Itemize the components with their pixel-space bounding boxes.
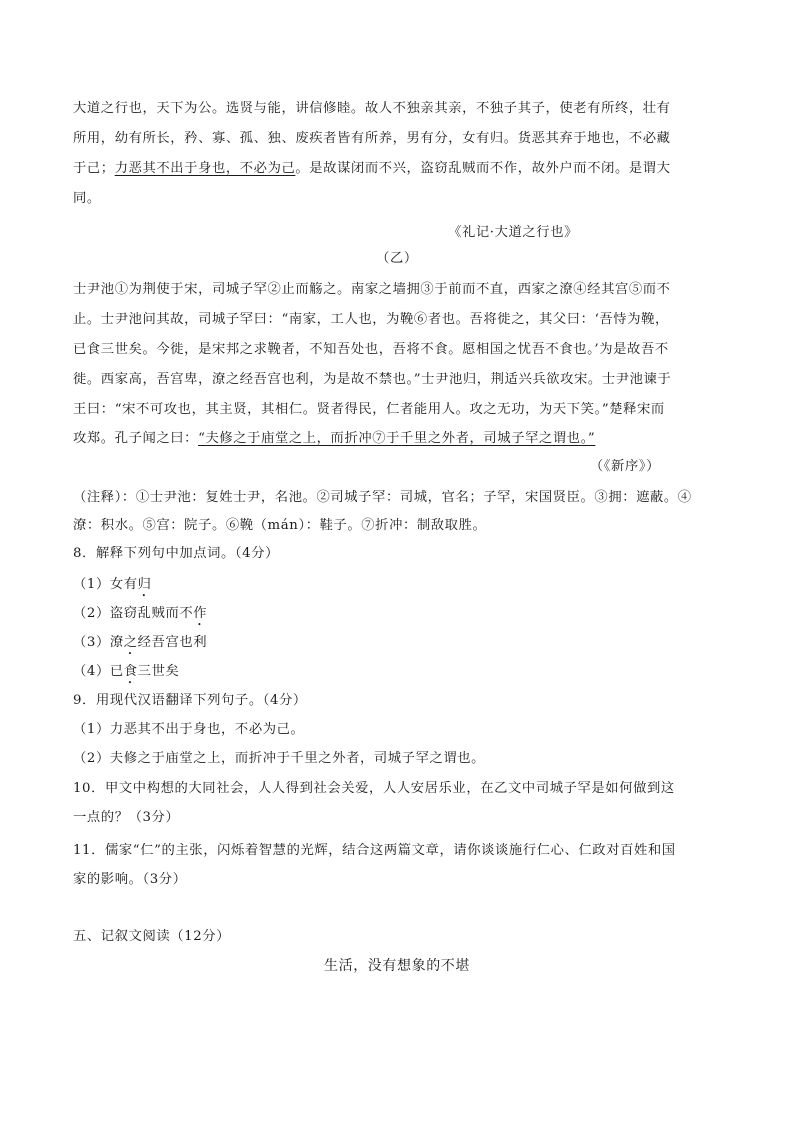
q8-prompt: 8．解释下列句中加点词。（4分） [73, 546, 280, 561]
yi-line-4: 徙。西家高，吾宫卑，潦之经吾宫也利，为是故不禁也。”士尹池归，荆适兴兵欲攻宋。士尹池谏于 [73, 372, 672, 387]
q10-line-1: 10．甲文中构想的大同社会，人人得到社会关爱，人人安居乐业，在乙文中司城子罕是如何做到这 [73, 781, 675, 796]
yi-line-1: 士尹池①为荆使于宋，司城子罕②止而觞之。南家之墙拥③于前而不直，西家之潦④经其宫⑤而不 [73, 282, 671, 297]
q10-line-2: 一点的？（3分） [73, 810, 180, 825]
q9-item-1: （1）力恶其不出于身也，不必为己。 [73, 722, 305, 737]
q9-prompt: 9．用现代汉语翻译下列句子。（4分） [73, 693, 307, 708]
q9-item-2: （2）夫修之于庙堂之上，而折冲于千里之外者，司城子罕之谓也。 [73, 751, 486, 766]
q11-line-2: 家的影响。（3分） [73, 872, 187, 887]
notes-line-1: （注释）：①士尹池：复姓士尹，名池。②司城子罕：司城，官名；子罕，宋国贤臣。③拥：遮蔽。④ [73, 490, 692, 505]
yi-line-3: 已食三世矣。今徙，是宋邦之求鞔者，不知吾处也，吾将不食。愿相国之忧吾不食也。’为是故吾不 [73, 342, 669, 357]
yi-line-5: 王曰：“宋不可攻也，其主贤，其相仁。贤者得民，仁者能用人。攻之无功，为天下笑。”楚释宋而 [73, 402, 665, 417]
jia-line-3 [73, 159, 723, 179]
q8-item-1 [73, 575, 723, 600]
notes-line-2: 潦：积水。⑤宫：院子。⑥鞔（mán）：鞋子。⑦折冲：制敌取胜。 [73, 518, 487, 533]
yi-line-6 [73, 429, 723, 449]
q8-item-3-post: 经吾宫也利 [137, 635, 208, 650]
jia-source: 《礼记·大道之行也》 [448, 225, 578, 240]
q8-item-3-dotted-word: 之 [123, 635, 138, 650]
q8-item-3 [73, 633, 723, 658]
yi-heading: （乙） [376, 251, 418, 266]
jia-line-4: 同。 [73, 191, 101, 206]
yi-line-6-before: 攻郑。孔子闻之曰： [73, 431, 199, 446]
q11-line-1: 11．儒家“仁”的主张，闪烁着智慧的光辉，结合这两篇文章，请你谈谈施行仁心、仁政对百姓和国 [73, 843, 676, 858]
jia-line-2: 所用，幼有所长，矜、寡、孤、独、废疾者皆有所养，男有分，女有归。货恶其弃于地也，不必藏 [73, 131, 671, 146]
q8-item-4-post: 三世矣 [137, 664, 180, 679]
jia-line-3-after: 。是故谋闭而不兴，盗窃乱贼而不作，故外户而不闭。是谓大 [295, 161, 671, 176]
yi-underlined-quote: “夫修之于庙堂之上，而折冲⑦于千里之外者，司城子罕之谓也。” [198, 431, 596, 446]
yi-source: （《新序》） [589, 459, 660, 474]
q8-item-3-pre: （3）潦 [73, 635, 124, 650]
q8-item-1-dotted-word: 归 [137, 577, 152, 592]
yi-line-2: 止。士尹池问其故，司城子罕曰：“南家，工人也，为鞔⑥者也。吾将徙之，其父曰：‘吾恃为鞔， [73, 312, 669, 327]
q8-item-4-dotted-word: 食 [123, 664, 138, 679]
q8-item-4 [73, 662, 723, 687]
jia-underlined-sentence: 力恶其不出于身也，不必为己 [114, 161, 296, 176]
q8-item-1-pre: （1）女有 [73, 577, 138, 592]
q8-item-2-pre: （2）盗窃乱贼而不 [73, 606, 194, 621]
jia-line-3-before: 于己； [73, 161, 115, 176]
section5-article-title: 生活，没有想象的不堪 [324, 958, 470, 974]
q8-item-4-pre: （4）已 [73, 664, 124, 679]
q8-item-2-dotted-word: 作 [193, 606, 208, 621]
jia-line-1: 大道之行也，天下为公。选贤与能，讲信修睦。故人不独亲其亲，不独子其子，使老有所终，壮有 [73, 101, 671, 116]
section5-heading: 五、记叙文阅读（12分） [73, 929, 231, 944]
q8-item-2 [73, 604, 723, 629]
